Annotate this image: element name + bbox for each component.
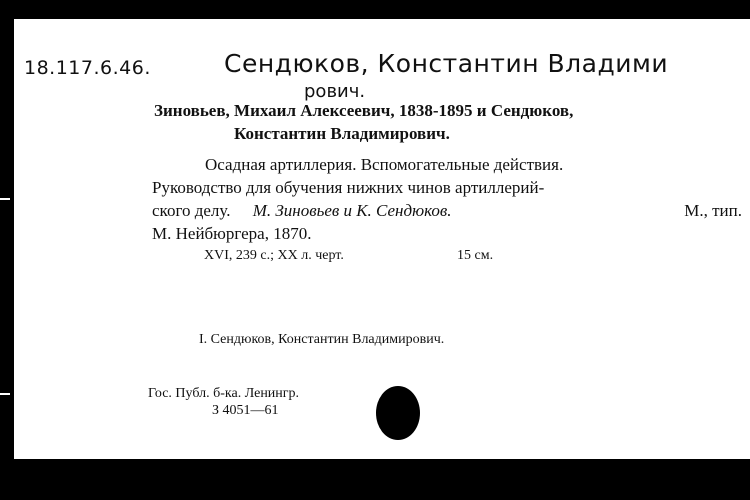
handwritten-author-line1: Сендюков, Константин Владими [224,49,669,78]
scan-border [0,0,14,500]
library-line2: З 4051—61 [212,403,279,418]
title-line3 [152,201,742,221]
title-line2: Руководство для обучения нижних чинов артиллерий- [152,178,545,197]
scan-mark [0,393,10,395]
heading-line2: Константин Владимирович. [234,124,450,143]
call-number: 18.117.6.46. [24,57,151,79]
title-line3-place: М., тип. [684,201,742,220]
title-line3-plain: ского делу. [152,201,231,220]
scan-mark [0,198,10,200]
punch-hole [376,386,420,440]
title-line1: Осадная артиллерия. Вспомогательные действия. [205,155,564,174]
catalog-card [14,19,750,459]
added-entry: I. Сендюков, Константин Владимирович. [199,332,445,347]
heading-line1: Зиновьев, Михаил Алексеевич, 1838-1895 и Сендюков, [154,101,574,120]
collation-size: 15 см. [457,248,494,263]
collation-pages: XVI, 239 с.; XX л. черт. [204,248,344,263]
library-line1: Гос. Публ. б-ка. Ленингр. [148,386,300,401]
handwritten-author-line2: рович. [304,81,366,102]
title-line3-authors: М. Зиновьев и К. Сендюков. [252,201,452,220]
title-line4: М. Нейбюргера, 1870. [152,224,312,243]
